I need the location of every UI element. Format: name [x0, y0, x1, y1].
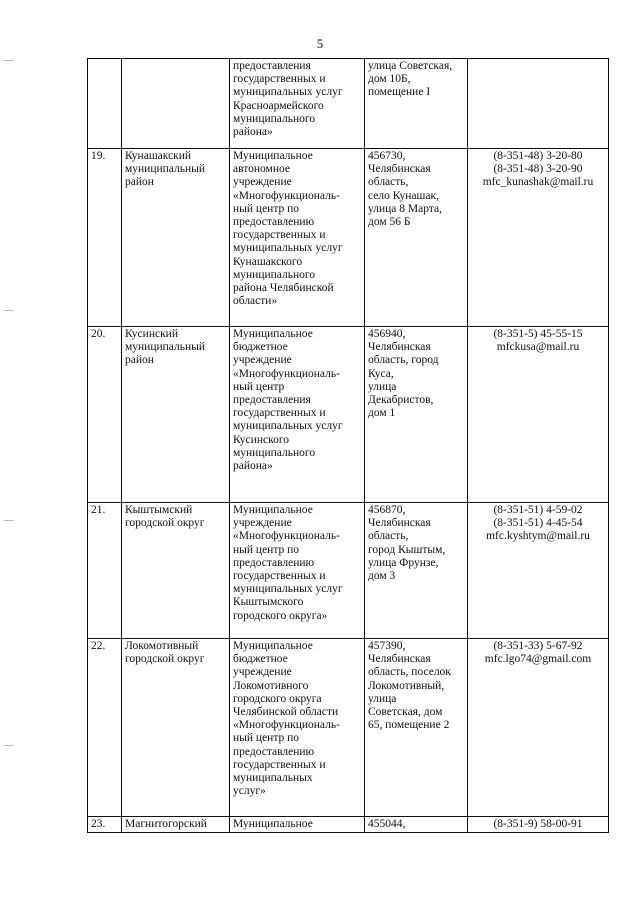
mfc-registry-table: [87, 58, 609, 833]
address: 455044,: [368, 818, 406, 830]
municipality-name: [122, 59, 230, 149]
municipality-name: Кусинский муниципальный район: [122, 327, 230, 503]
page-number: 5: [316, 36, 324, 51]
table-row: [88, 327, 609, 503]
address: улица Советская, дом 10Б, помещение I: [368, 60, 453, 99]
address: 457390, Челябинская область, поселок Локомотивный, улица Советская, дом 65, помещение 2: [368, 640, 451, 732]
address: 456940, Челябинская область, город Куса, улица Декабристов, дом 1: [368, 328, 439, 420]
phone-number: (8-351-48) 3-20-80: [493, 150, 583, 162]
municipality-name: Кыштымский городской округ: [122, 503, 230, 639]
organization-name: Муниципальное учреждение «Многофункциональ- ный центр по предоставлению государственных и муниципальных услуг Кыштымского городского округа»: [233, 504, 343, 622]
row-number: 23.: [88, 817, 122, 833]
row-number: [88, 59, 122, 149]
phone-number: (8-351-33) 5-67-92: [493, 640, 583, 652]
organization-name: Муниципальное бюджетное учреждение Локомотивного городского округа Челябинской области «Многофункциональ- ный центр по предоставлению государственных и муниципальных услуг»: [233, 640, 340, 798]
row-number: 22.: [88, 639, 122, 817]
contacts-cell: [468, 817, 609, 833]
email-address: mfc_kunashak@mail.ru: [482, 176, 594, 189]
table-row: [88, 149, 609, 327]
row-number: 21.: [88, 503, 122, 639]
scan-mark: [4, 520, 14, 521]
email-address: mfc.lgo74@gmail.com: [484, 653, 592, 666]
organization-name: Муниципальное бюджетное учреждение «Многофункциональ- ный центр предоставления государственных и муниципальных услуг Кусинского муниципального района»: [233, 328, 343, 473]
phone-number: (8-351-51) 4-45-54: [493, 517, 583, 530]
contacts-cell: [468, 503, 609, 639]
table-row: [88, 503, 609, 639]
organization-name: Муниципальное: [233, 818, 313, 830]
scan-mark: [4, 745, 14, 746]
table-row: [88, 59, 609, 149]
municipality-name: Кунашакский муниципальный район: [122, 149, 230, 327]
phone-number: (8-351-9) 58-00-91: [493, 818, 583, 830]
municipality-name: Магнитогорский: [122, 817, 230, 833]
address: 456870, Челябинская область, город Кыштым, улица Фрунзе, дом 3: [368, 504, 446, 583]
row-number: 20.: [88, 327, 122, 503]
email-address: mfc.kyshtym@mail.ru: [486, 530, 590, 543]
scan-mark: [4, 310, 14, 311]
organization-name: предоставления государственных и муниципальных услуг Красноармейского муниципального района»: [233, 60, 343, 139]
table-row: [88, 639, 609, 817]
email-address: mfckusa@mail.ru: [496, 341, 580, 354]
row-number: 19.: [88, 149, 122, 327]
phone-number: (8-351-48) 3-20-90: [493, 163, 583, 176]
contacts-cell: [468, 639, 609, 817]
phone-number: (8-351-5) 45-55-15: [493, 328, 583, 340]
contacts-cell: [468, 149, 609, 327]
address: 456730, Челябинская область, село Кунашак, улица 8 Марта, дом 56 Б: [368, 150, 442, 229]
contacts-cell: [468, 59, 609, 149]
phone-number: (8-351-51) 4-59-02: [493, 504, 583, 516]
scan-mark: [4, 60, 14, 61]
organization-name: Муниципальное автономное учреждение «Многофункциональ- ный центр по предоставлению государственных и муниципальных услуг Кунашакского муниципального района Челябинской области»: [233, 150, 343, 308]
contacts-cell: [468, 327, 609, 503]
table-row: [88, 817, 609, 833]
municipality-name: Локомотивный городской округ: [122, 639, 230, 817]
